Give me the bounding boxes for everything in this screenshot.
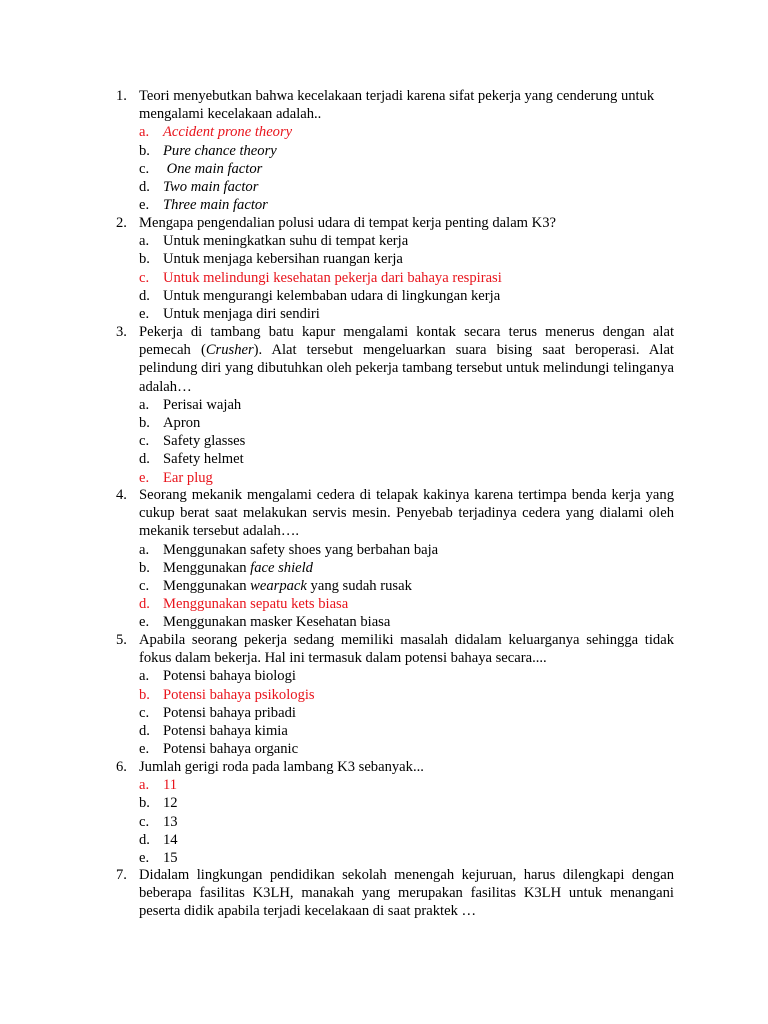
crusher-term: Crusher <box>205 342 254 359</box>
option-c: c. Safety glasses <box>139 433 246 450</box>
option-e: e. 15 <box>139 849 178 866</box>
question-number: 5. <box>116 632 127 648</box>
question-text: Teori menyebutkan bahwa kecelakaan terjadi karena sifat pekerja yang cenderung untuk mengalami kecelakaan adalah.. <box>139 88 655 123</box>
option-e: e. Untuk menjaga diri sendiri <box>139 305 320 322</box>
option-b: b. Apron <box>139 415 201 431</box>
question-number: 7. <box>116 867 127 883</box>
question-7 <box>116 866 674 921</box>
option-d: d. 14 <box>139 831 178 848</box>
question-2 <box>116 214 674 323</box>
question-text: Didalam lingkungan pendidikan sekolah menengah kejuruan, harus dilengkapi dengan beberapa fasilitas K3LH, manakah yang merupakan fasilitas K3LH untuk menangani peserta didik apabila terjadi kecelakaan di saat praktek … <box>139 867 674 920</box>
option-b: b. Menggunakan face shield <box>139 559 313 576</box>
option-c: c. One main factor <box>139 160 263 177</box>
question-number: 2. <box>116 215 127 231</box>
question-text: Seorang mekanik mengalami cedera di telapak kakinya karena tertimpa benda kerja yang cukup berat saat melakukan servis mesin. Penyebab terjadinya cedera yang dialami oleh mekanik tersebut adalah…. <box>139 487 674 540</box>
option-a-correct: a. 11 <box>139 777 178 794</box>
option-e: e. Three main factor <box>139 197 268 214</box>
option-d-correct: d. Menggunakan sepatu kets biasa <box>139 596 349 613</box>
option-d: d. Untuk mengurangi kelembaban udara di lingkungan kerja <box>139 287 501 304</box>
option-c: c. 13 <box>139 813 178 830</box>
question-text: Apabila seorang pekerja sedang memiliki masalah didalam keluarganya sehingga tidak fokus dalam bekerja. Hal ini termasuk dalam potensi bahaya secara.... <box>139 632 674 667</box>
option-b-correct: b. Potensi bahaya psikologis <box>139 686 315 703</box>
options-list <box>139 541 674 632</box>
question-number: 3. <box>116 324 127 340</box>
option-d: d. Two main factor <box>139 178 259 195</box>
options-list <box>139 396 674 487</box>
option-a: a. Perisai wajah <box>139 396 242 413</box>
option-d: d. Safety helmet <box>139 451 244 468</box>
question-text: Mengapa pengendalian polusi udara di tempat kerja penting dalam K3? <box>139 215 556 231</box>
option-a: a. Menggunakan safety shoes yang berbahan baja <box>139 541 439 558</box>
option-c-correct: c. Untuk melindungi kesehatan pekerja dari bahaya respirasi <box>139 269 502 286</box>
options-list <box>139 776 674 867</box>
question-1 <box>116 87 674 214</box>
question-number: 1. <box>116 88 127 104</box>
option-d: d. Potensi bahaya kimia <box>139 722 288 739</box>
question-6 <box>116 758 674 867</box>
options-list <box>139 232 674 323</box>
option-e: e. Menggunakan masker Kesehatan biasa <box>139 614 391 631</box>
option-a: a. Untuk meningkatkan suhu di tempat kerja <box>139 233 409 250</box>
option-a-correct: a. Accident prone theory <box>139 124 293 141</box>
option-c: c. Menggunakan wearpack yang sudah rusak <box>139 577 412 594</box>
option-c: c. Potensi bahaya pribadi <box>139 704 296 721</box>
option-e: e. Potensi bahaya organic <box>139 741 299 758</box>
question-3 <box>116 323 674 487</box>
options-list <box>139 667 674 758</box>
question-4 <box>116 486 674 632</box>
option-b: b. Untuk menjaga kebersihan ruangan kerja <box>139 251 403 268</box>
question-number: 6. <box>116 759 127 775</box>
option-b: b. Pure chance theory <box>139 142 277 159</box>
options-list <box>139 123 674 214</box>
question-text: Pekerja di tambang batu kapur mengalami kontak secara terus menerus dengan alat pemecah (Crusher). Alat tersebut mengeluarkan suara bising saat beroperasi. Alat pelindung diri yang dibutuhkan oleh pekerja tambang tersebut untuk melindungi telinganya adalah… <box>139 324 674 395</box>
question-5 <box>116 631 674 758</box>
question-text: Jumlah gerigi roda pada lambang K3 sebanyak... <box>139 759 424 775</box>
question-number: 4. <box>116 487 127 503</box>
option-a: a. Potensi bahaya biologi <box>139 668 296 685</box>
option-e-correct: e. Ear plug <box>139 469 213 486</box>
option-b: b. 12 <box>139 795 178 812</box>
